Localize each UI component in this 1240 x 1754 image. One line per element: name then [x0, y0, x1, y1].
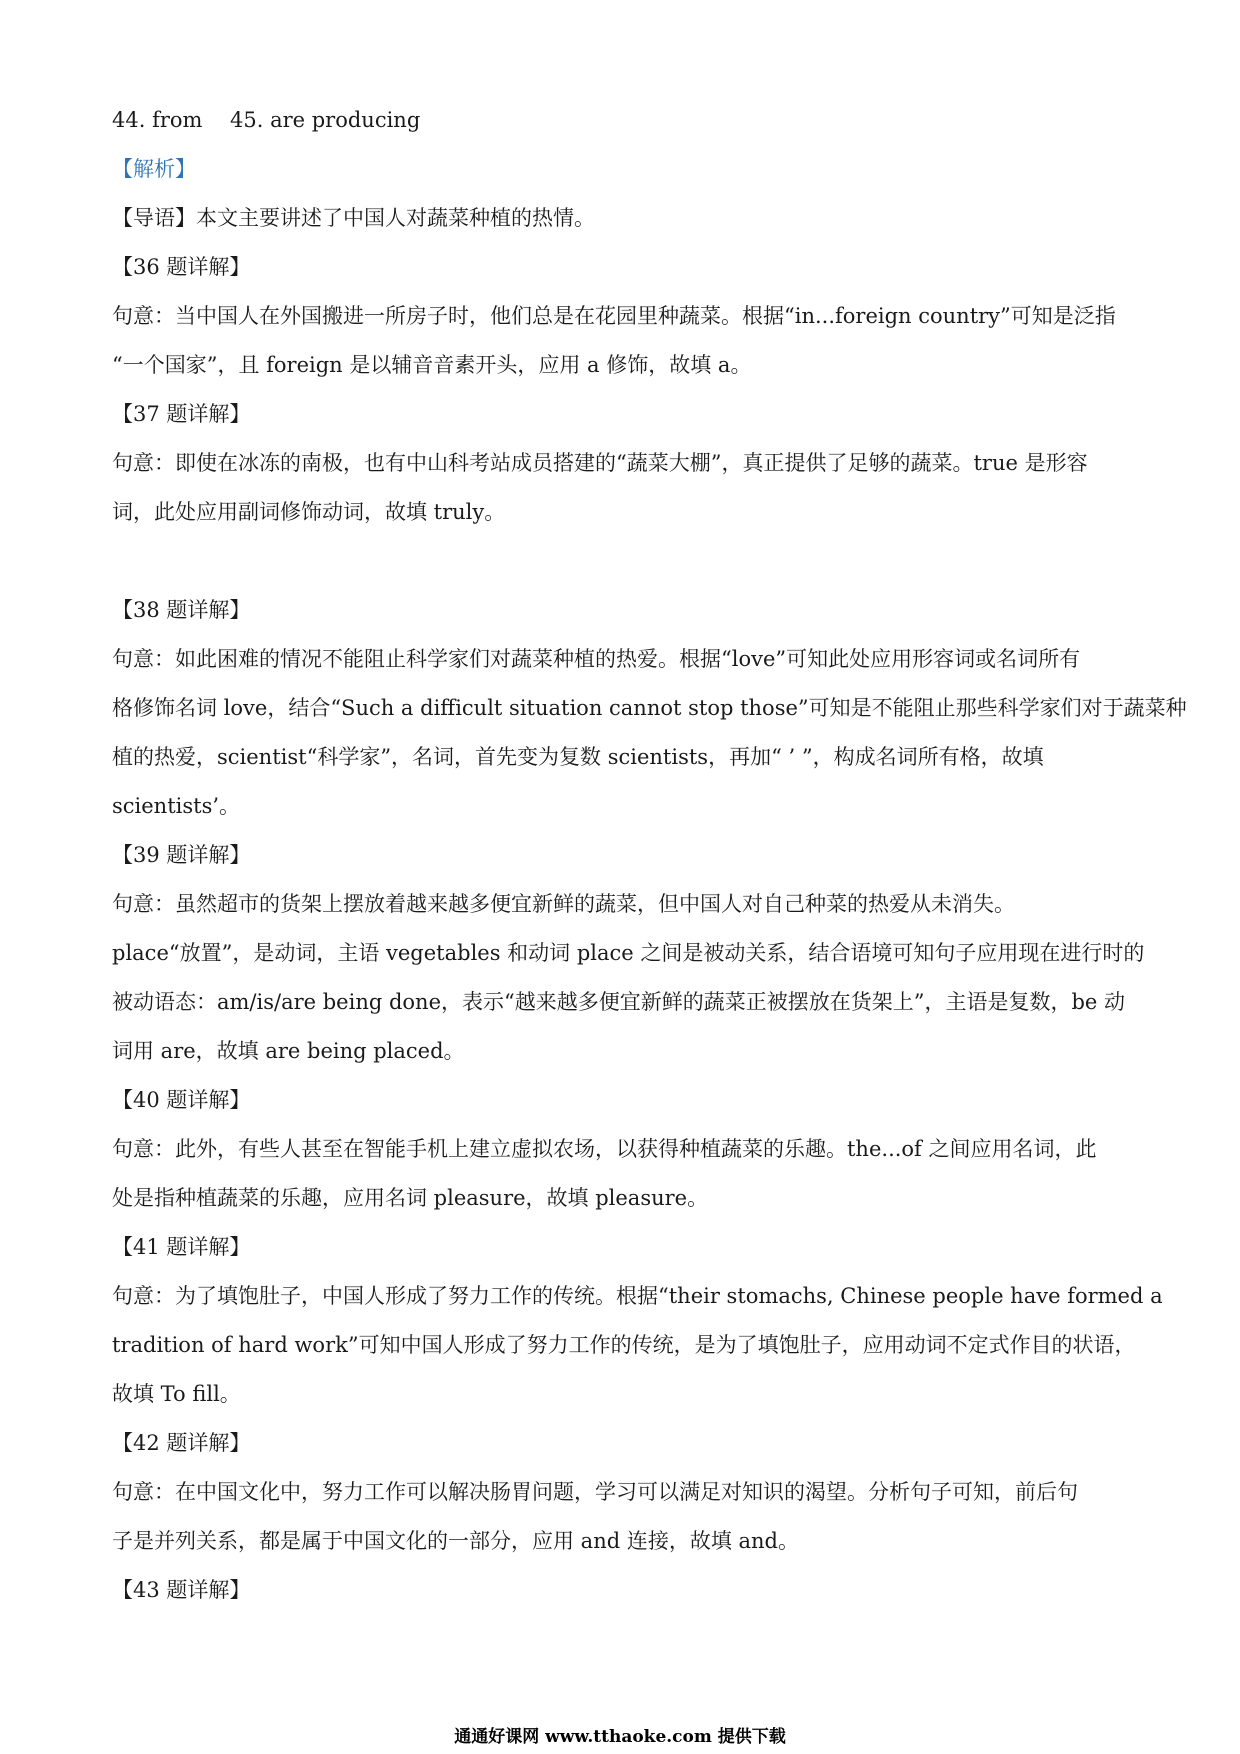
section-line: 植的热爱，scientist“科学家”，名词，首先变为复数 scientists，再加“ ’ ”，构成名词所有格，故填: [112, 745, 1044, 769]
answer-44: 44. from: [112, 108, 203, 132]
section-line: place“放置”，是动词，主语 vegetables 和动词 place 之间是被动关系，结合语境可知句子应用现在进行时的: [112, 941, 1145, 965]
blank-gap: [112, 537, 1132, 586]
intro-text: 【导语】本文主要讲述了中国人对蔬菜种植的热情。: [112, 206, 595, 230]
section-line: 句意：如此困难的情况不能阻止科学家们对蔬菜种植的热爱。根据“love”可知此处应用形容词或名词所有: [112, 647, 1081, 671]
section-heading-38: 【38 题详解】: [112, 598, 251, 622]
section-heading-39: 【39 题详解】: [112, 843, 251, 867]
section-line: 句意：为了填饱肚子，中国人形成了努力工作的传统。根据“their stomachs, Chinese people have formed a: [112, 1284, 1163, 1308]
analysis-label: 【解析】: [112, 157, 196, 181]
section-heading-37: 【37 题详解】: [112, 402, 251, 426]
section-line: 被动语态：am/is/are being done，表示“越来越多便宜新鲜的蔬菜正被摆放在货架上”，主语是复数，be 动: [112, 990, 1126, 1014]
section-line: 词，此处应用副词修饰动词，故填 truly。: [112, 500, 506, 524]
section-line: tradition of hard work”可知中国人形成了努力工作的传统，是为了填饱肚子，应用动词不定式作目的状语，: [112, 1333, 1136, 1357]
section-line: “一个国家”，且 foreign 是以辅音音素开头，应用 a 修饰，故填 a。: [112, 353, 752, 377]
section-line: 句意：此外，有些人甚至在智能手机上建立虚拟农场，以获得种植蔬菜的乐趣。the...of 之间应用名词，此: [112, 1137, 1097, 1161]
section-line: 处是指种植蔬菜的乐趣，应用名词 pleasure，故填 pleasure。: [112, 1186, 709, 1210]
document-body: [112, 96, 1187, 1615]
answer-row: [112, 96, 1132, 145]
section-line: 子是并列关系，都是属于中国文化的一部分，应用 and 连接，故填 and。: [112, 1529, 799, 1553]
section-heading-40: 【40 题详解】: [112, 1088, 251, 1112]
section-line: 词用 are，故填 are being placed。: [112, 1039, 465, 1063]
section-line: 句意：当中国人在外国搬进一所房子时，他们总是在花园里种蔬菜。根据“in...foreign country”可知是泛指: [112, 304, 1116, 328]
section-line: 故填 To fill。: [112, 1382, 241, 1406]
answer-45: 45. are producing: [230, 108, 421, 132]
page-footer: 通通好课网 www.tthaoke.com 提供下载: [454, 1727, 786, 1747]
section-line: 句意：虽然超市的货架上摆放着越来越多便宜新鲜的蔬菜，但中国人对自己种菜的热爱从未消失。: [112, 892, 1015, 916]
section-line: 格修饰名词 love，结合“Such a difficult situation cannot stop those”可知是不能阻止那些科学家们对于蔬菜种: [112, 696, 1187, 720]
section-line: 句意：在中国文化中，努力工作可以解决肠胃问题，学习可以满足对知识的渴望。分析句子可知，前后句: [112, 1480, 1078, 1504]
section-heading-42: 【42 题详解】: [112, 1431, 251, 1455]
section-heading-41: 【41 题详解】: [112, 1235, 251, 1259]
section-line: 句意：即使在冰冻的南极，也有中山科考站成员搭建的“蔬菜大棚”，真正提供了足够的蔬菜。true 是形容: [112, 451, 1088, 475]
section-line: scientists’。: [112, 794, 241, 818]
section-heading-43: 【43 题详解】: [112, 1578, 251, 1602]
section-heading-36: 【36 题详解】: [112, 255, 251, 279]
